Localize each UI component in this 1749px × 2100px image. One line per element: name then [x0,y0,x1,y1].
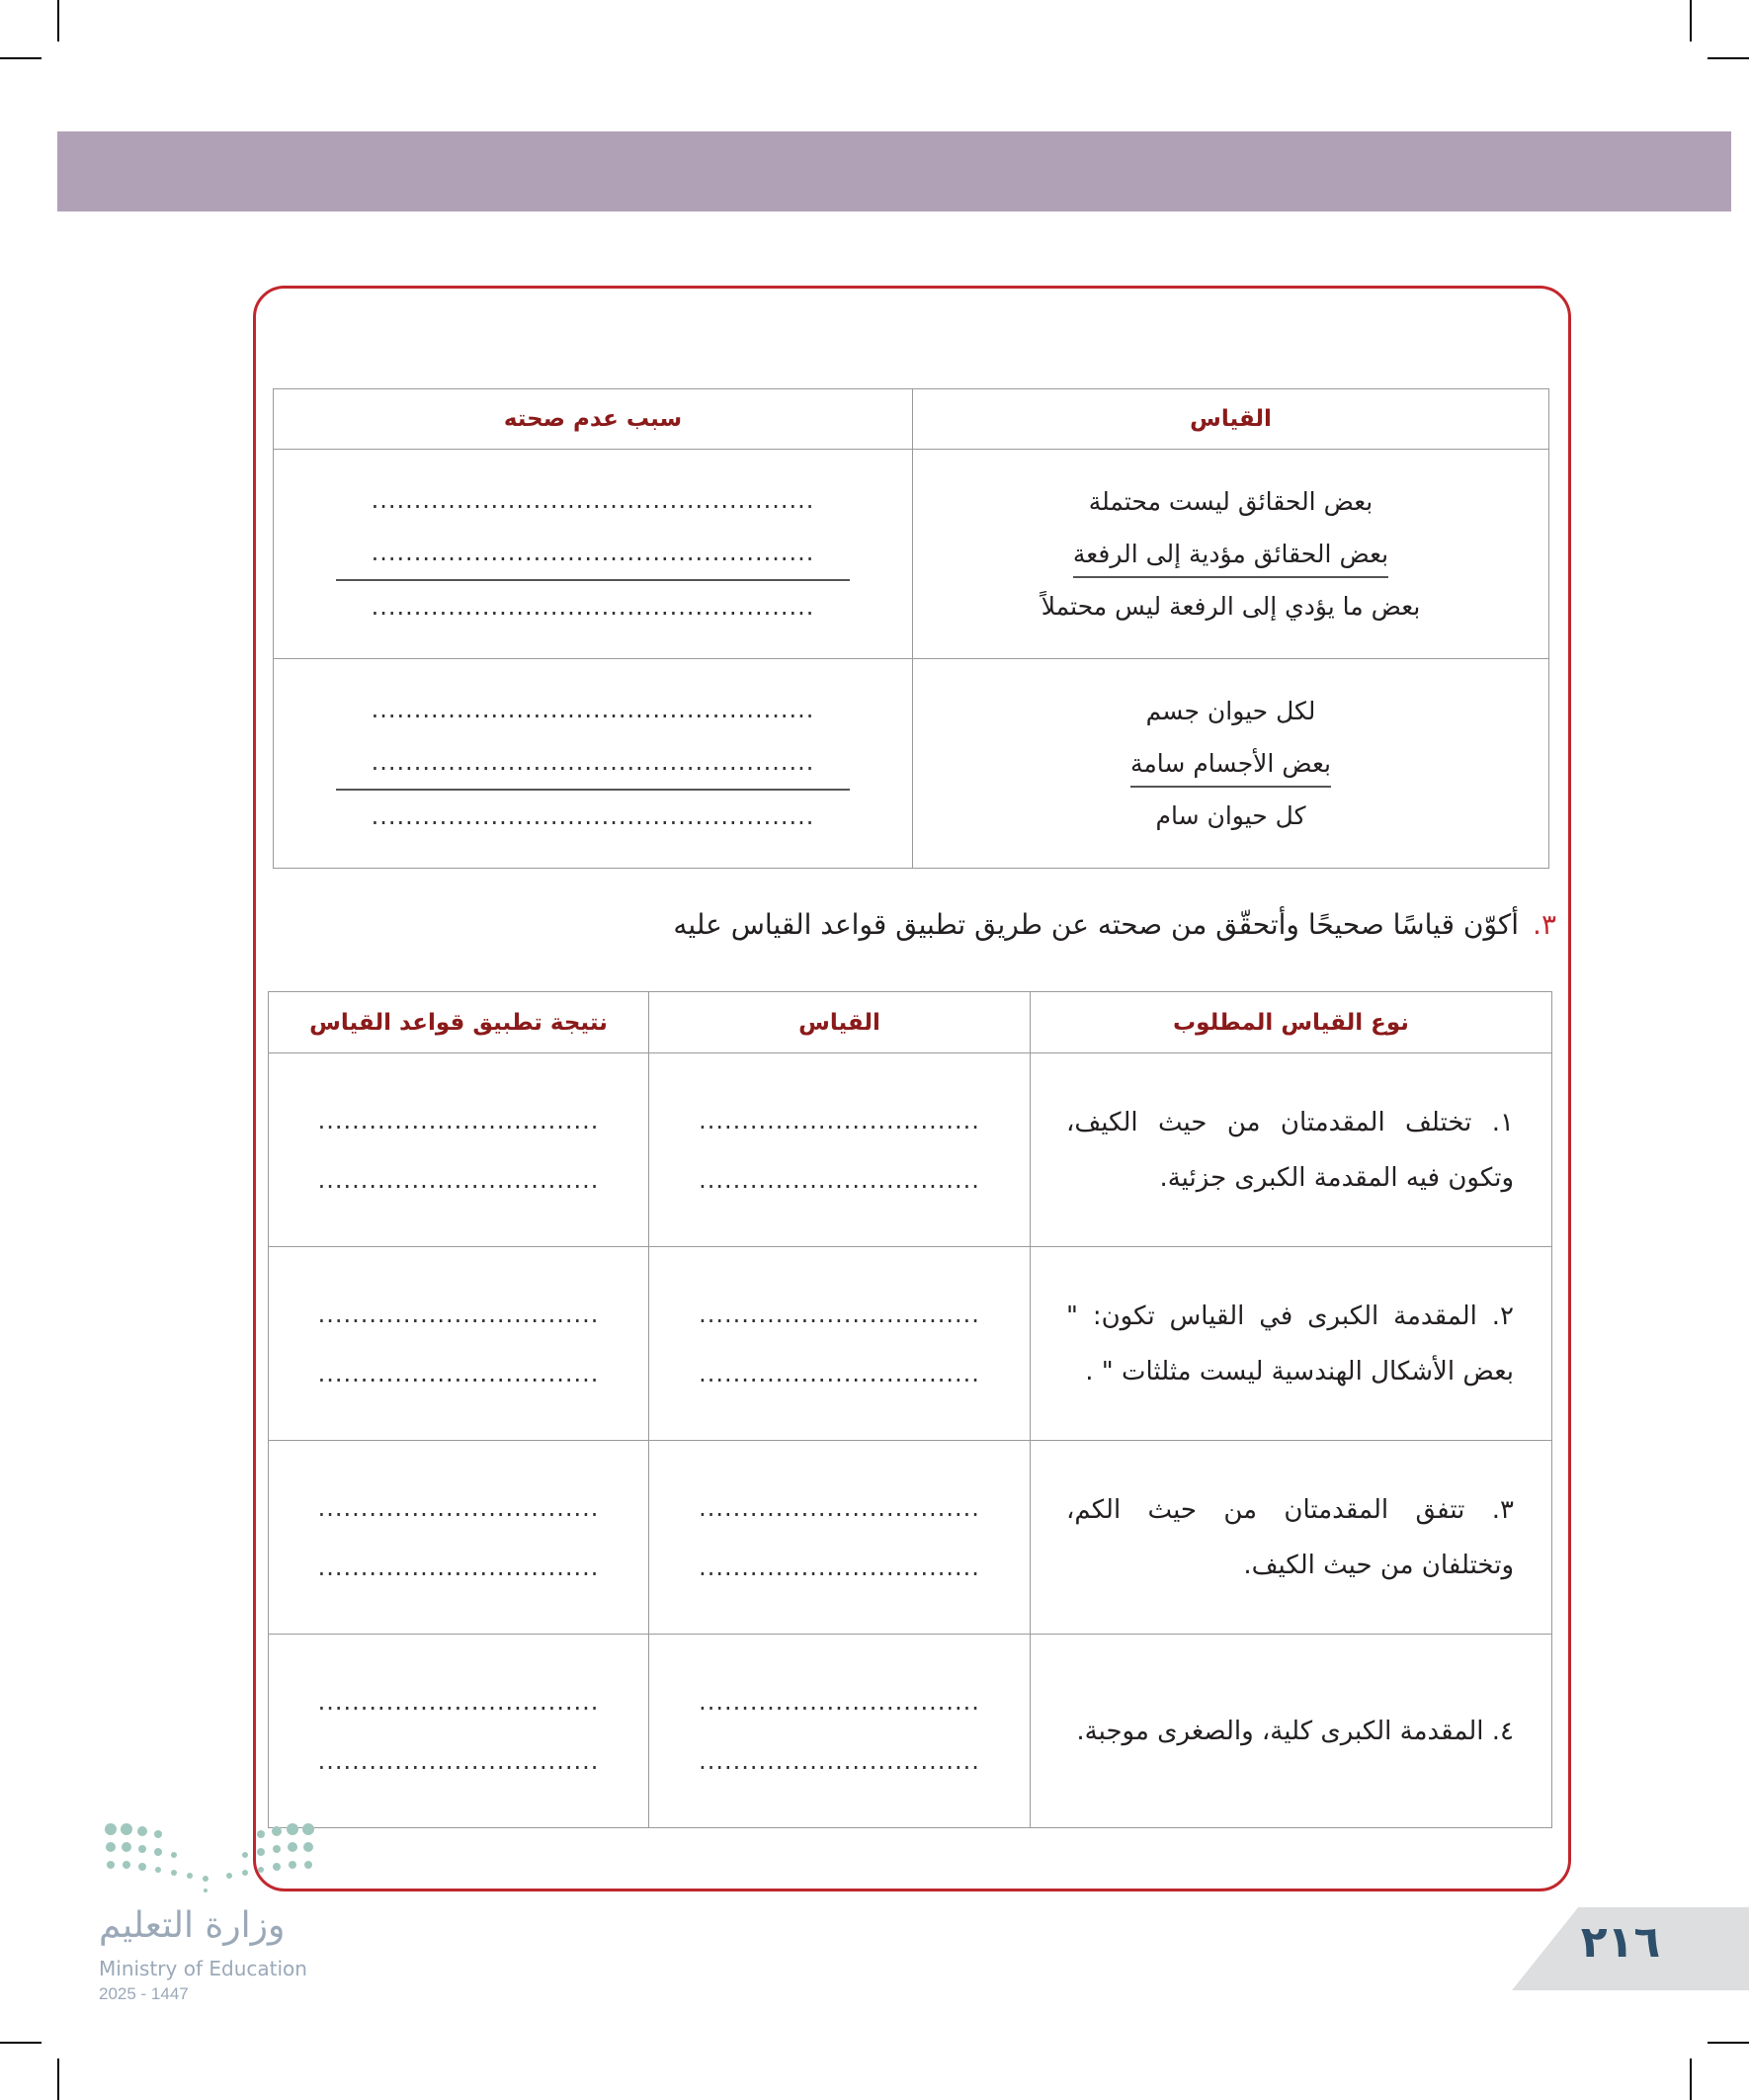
crop-mark [1690,0,1692,42]
answer-line[interactable]: ................................. [699,1746,980,1775]
edition-year: 2025 - 1447 [99,1984,189,2003]
answer-line[interactable]: ................................. [317,1359,600,1387]
question-text: أكوّن قياسًا صحيحًا وأتحقّق من صحته عن طريق تطبيق قواعد القياس عليه [673,908,1520,941]
question-3 [632,903,1556,947]
required-type: ٢. المقدمة الكبرى في القياس تكون: " بعض الأشكال الهندسية ليست مثلثات " . [1066,1301,1514,1386]
answer-line[interactable]: .................................................... [371,539,815,566]
premise-minor: بعض الأجسام سامة [1130,742,1331,788]
crop-mark [0,57,42,59]
answer-line[interactable]: ................................. [317,1746,600,1775]
answer-line[interactable]: ................................. [699,1106,980,1134]
answer-line[interactable]: ................................. [699,1687,980,1716]
answer-line[interactable]: ................................. [699,1493,980,1522]
header-type: نوع القياس المطلوب [1031,992,1552,1053]
required-type: ١. تختلف المقدمتان من حيث الكيف، وتكون فيه المقدمة الكبرى جزئية. [1066,1107,1514,1193]
answer-line[interactable]: ................................. [317,1300,600,1328]
premise-major: لكل حيوان جسم [1145,697,1316,725]
answer-line[interactable]: .................................................... [371,696,815,723]
ministry-logo-icon [103,1821,320,1898]
syllogism-cell [913,450,1549,659]
construction-table [268,991,1552,1828]
reason-cell[interactable] [274,659,913,869]
table-row [269,1635,1552,1828]
header-band [57,131,1731,211]
conclusion: بعض ما يؤدي إلى الرفعة ليس محتملاً [1041,592,1421,621]
header-reason: سبب عدم صحته [274,389,913,450]
ministry-name-english: Ministry of Education [99,1957,307,1980]
syllogism-table [273,388,1549,869]
table-row [269,1441,1552,1635]
header-result: نتيجة تطبيق قواعد القياس [269,992,649,1053]
crop-mark [57,0,59,42]
answer-line[interactable]: .................................................... [371,486,815,514]
answer-line[interactable]: ................................. [699,1165,980,1194]
table-row [269,1247,1552,1441]
answer-line[interactable]: ................................. [699,1300,980,1328]
table-row [274,659,1549,869]
answer-line[interactable]: ................................. [317,1687,600,1716]
crop-mark [57,2058,59,2100]
crop-mark [1707,2042,1749,2044]
required-type: ٤. المقدمة الكبرى كلية، والصغرى موجبة. [1076,1716,1514,1746]
answer-line[interactable]: ................................. [317,1553,600,1581]
table-row [274,450,1549,659]
page-number: ٢١٦ [1580,1917,1661,1968]
header-syllogism: القياس [649,992,1031,1053]
conclusion: كل حيوان سام [1155,801,1306,830]
reason-cell[interactable] [274,450,913,659]
answer-line[interactable]: ................................. [699,1553,980,1581]
syllogism-cell [913,659,1549,869]
table-row [269,1053,1552,1247]
crop-mark [0,2042,42,2044]
answer-line[interactable]: .................................................... [371,802,815,830]
answer-line[interactable]: ................................. [317,1493,600,1522]
required-type: ٣. تتفق المقدمتان من حيث الكم، وتختلفان من حيث الكيف. [1066,1494,1514,1580]
answer-line[interactable]: .................................................... [371,593,815,621]
answer-line[interactable]: ................................. [699,1359,980,1387]
answer-line[interactable]: ................................. [317,1165,600,1194]
header-syllogism: القياس [913,389,1549,450]
answer-line[interactable]: .................................................... [371,748,815,776]
crop-mark [1690,2058,1692,2100]
premise-minor: بعض الحقائق مؤدية إلى الرفعة [1073,533,1388,578]
premise-major: بعض الحقائق ليست محتملة [1088,487,1374,516]
crop-mark [1707,57,1749,59]
question-number: ٣. [1533,908,1556,941]
answer-line[interactable]: ................................. [317,1106,600,1134]
ministry-name-arabic: وزارة التعليم [99,1905,286,1946]
